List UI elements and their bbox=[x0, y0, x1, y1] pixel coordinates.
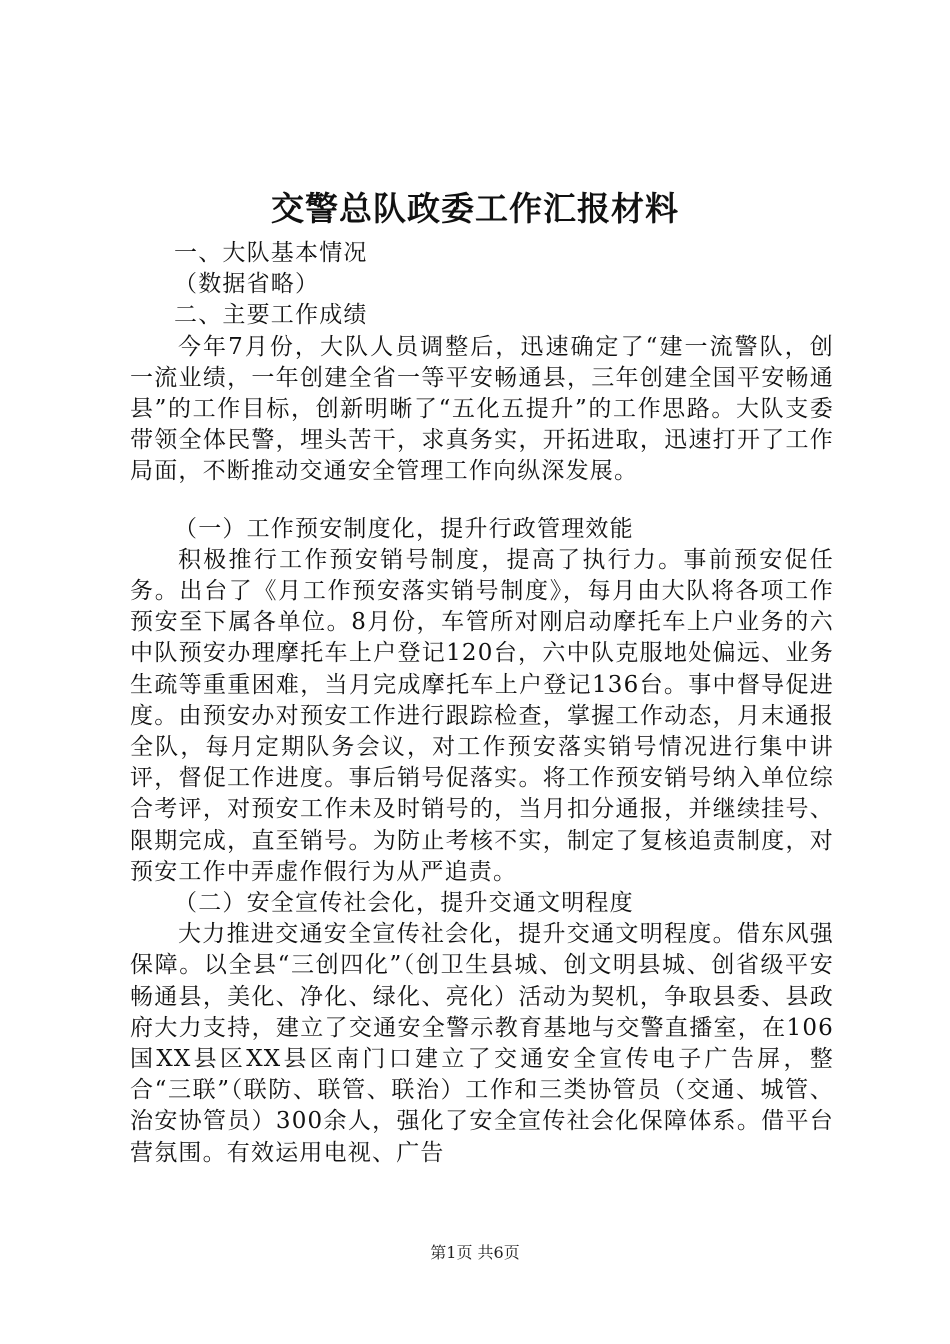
subsection-heading-safety-publicity: （二）安全宣传社会化，提升交通文明程度 bbox=[174, 890, 634, 917]
document-title: 交警总队政委工作汇报材料 bbox=[271, 189, 679, 228]
subsection-heading-work-plan: （一）工作预安制度化，提升行政管理效能 bbox=[174, 515, 634, 542]
page-footer: 第1页 共6页 bbox=[430, 1243, 520, 1262]
section-heading-basic-info: 一、大队基本情况 bbox=[174, 240, 368, 266]
paragraph-gap bbox=[130, 488, 834, 514]
data-omitted-note: （数据省略） bbox=[174, 271, 320, 298]
intro-paragraph: 今年7月份，大队人员调整后，迅速确定了“建一流警队，创一流业绩，一年创建全省一等平安畅通县，三年创建全国平安畅通县”的工作目标，创新明晰了“五化五提升”的工作思路。大队支委带领全体民警，埋头苦干，求真务实，开拓进取，迅速打开了工作局面，不断推动交通安全管理工作向纵深发展。 bbox=[130, 333, 834, 485]
work-plan-paragraph: 积极推行工作预安销号制度，提高了执行力。事前预安促任务。出台了《月工作预安落实销号制度》，每月由大队将各项工作预安至下属各单位。8月份，车管所对刚启动摩托车上户业务的六中队预安办理摩托车上户登记120台，六中队克服地处偏远、业务生疏等重重困难，当月完成摩托车上户登记136台。事中督导促进度。由预安办对预安工作进行跟踪检查，掌握工作动态，月末通报全队，每月定期队务会议，对工作预安落实销号情况进行集中讲评，督促工作进度。事后销号促落实。将工作预安销号纳入单位综合考评，对预安工作未及时销号的，当月扣分通报，并继续挂号、限期完成，直至销号。为防止考核不实，制定了复核追责制度，对预安工作中弄虚作假行为从严追责。 bbox=[130, 546, 834, 885]
document-body bbox=[130, 238, 834, 1169]
safety-publicity-paragraph: 大力推进交通安全宣传社会化，提升交通文明程度。借东风强保障。以全县“三创四化”（创卫生县城、创文明县城、创省级平安畅通县，美化、净化、绿化、亮化）活动为契机，争取县委、县政府大力支持，建立了交通安全警示教育基地与交警直播室，在106国XX县区XX县区南门口建立了交通安全宣传电子广告屏，整合“三联”（联防、联管、联治）工作和三类协管员（交通、城管、治安协管员）300余人，强化了安全宣传社会化保障体系。借平台营氛围。有效运用电视、广告 bbox=[130, 921, 834, 1166]
section-heading-achievements: 二、主要工作成绩 bbox=[174, 302, 368, 329]
